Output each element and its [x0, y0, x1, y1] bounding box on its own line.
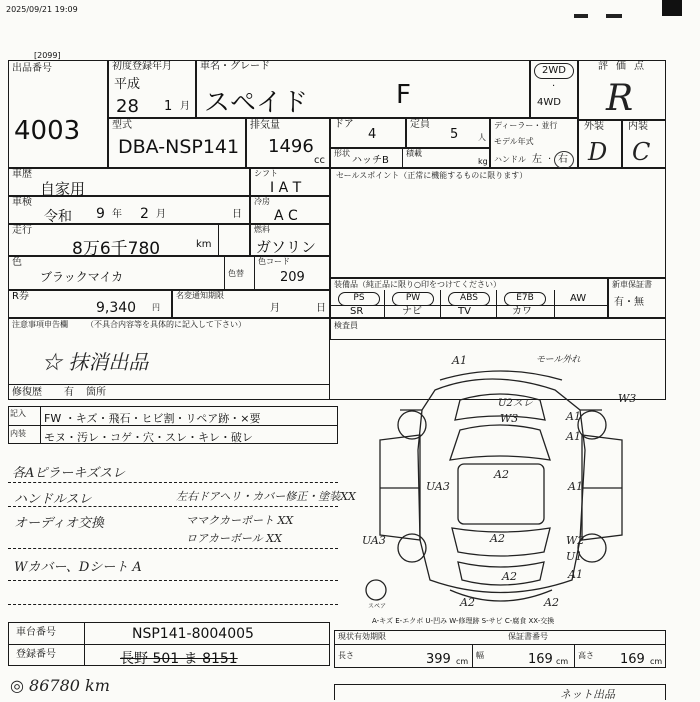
- inspection-month: 2: [140, 206, 149, 222]
- handle-dot: ·: [548, 154, 552, 165]
- recycle-label: R券: [12, 291, 29, 302]
- remark-right-2: ママクカーポート XX: [186, 514, 294, 527]
- doors-value: 4: [368, 127, 377, 142]
- dims-label-height: 高さ: [578, 651, 594, 660]
- warranty-label: 新車保証書: [612, 280, 652, 289]
- damage-row1-label: 記入: [10, 409, 26, 418]
- seats-label: 定員: [410, 119, 430, 130]
- damage-row2: モヌ・汚レ・コゲ・穴・スレ・キレ・破レ: [44, 431, 253, 444]
- notes-sublabel: （不具合内容等を具体的に記入して下さい）: [86, 320, 246, 329]
- model-grade: F: [396, 80, 411, 110]
- equipment-label: 装備品（純正品に限り○印をつけてください）: [334, 280, 501, 289]
- diag-label-w2: W2: [566, 534, 585, 547]
- diag-label-a2-br: A2: [544, 596, 559, 609]
- footer-handwritten-right: ネット出品: [560, 688, 615, 701]
- exterior-label: 外装: [584, 121, 604, 132]
- footer-box: [334, 684, 666, 700]
- diag-label-a1-r3: A1: [568, 480, 583, 493]
- weight-unit: kg: [478, 157, 488, 166]
- ink-mark: [606, 14, 622, 18]
- chassis-value: NSP141-8004005: [132, 626, 254, 642]
- diagram-legend: A-キズ E-エクボ U-凹み W-修理跡 S-サビ C-腐食 XX-交換: [372, 617, 555, 625]
- equip-ps: PS: [338, 292, 380, 306]
- weight-label: 積載: [406, 149, 422, 158]
- diag-label-a1-top: A1: [452, 354, 467, 367]
- diag-label-ua3-left: UA3: [426, 480, 450, 493]
- fuel-value: ガソリン: [256, 238, 317, 256]
- dims-length-unit: cm: [456, 657, 469, 666]
- color-value: ブラックマイカ: [40, 270, 124, 284]
- equip-aw: AW: [570, 293, 587, 304]
- registration-year: 28: [116, 96, 139, 117]
- dims-height: 169: [620, 652, 645, 667]
- name-change-label: 名変通知期限: [176, 291, 224, 300]
- diag-label-u1: U1: [566, 550, 583, 563]
- ink-mark: [574, 14, 588, 18]
- damage-row2-label: 内装: [10, 429, 26, 438]
- equip-tv: TV: [458, 306, 471, 317]
- rating-label: 評価点: [598, 61, 652, 72]
- diag-label-a1-r4: A1: [568, 568, 583, 581]
- sales-point-label: セールスポイント（正常に機能するものに限ります）: [336, 171, 528, 180]
- registration-month-unit: 月: [180, 101, 190, 112]
- remark-3: オーディオ交換: [14, 516, 104, 531]
- remark-4: Wカバー、Dシート A: [14, 560, 142, 575]
- diag-label-a2-roof: A2: [494, 468, 509, 481]
- shape-label: 形状: [334, 149, 350, 158]
- aircon-value: A C: [274, 208, 298, 224]
- color-code: 209: [280, 270, 305, 285]
- rating-value: R: [606, 78, 634, 119]
- damage-row1: FW ・キズ・飛石・ヒビ割・リペア跡・×要: [44, 412, 261, 425]
- footer-handwritten-mileage: ◎ 86780 km: [10, 676, 110, 695]
- equip-navi: ナビ: [402, 306, 422, 317]
- displacement-value: 1496: [268, 136, 314, 157]
- displacement-unit: cc: [314, 155, 325, 166]
- registration-month: 1: [164, 99, 173, 114]
- shape-value: ハッチB: [352, 155, 389, 166]
- diag-label-w3-center: W3: [500, 412, 519, 425]
- notes-label: 注意事項申告欄: [12, 320, 68, 329]
- inspector-label: 検査員: [334, 321, 358, 330]
- inspection-year-unit: 年: [112, 209, 122, 220]
- shift-label: シフト: [254, 169, 278, 178]
- use-label: 車歴: [12, 169, 32, 180]
- interior-label: 内装: [628, 121, 648, 132]
- remark-2: ハンドルスレ: [14, 492, 92, 507]
- registration-era: 平成: [114, 77, 141, 92]
- notes-handwritten: ☆ 抹消出品: [42, 350, 149, 374]
- type-value: DBA-NSP141: [118, 136, 240, 158]
- print-timestamp: 2025/09/21 19:09: [6, 5, 78, 14]
- equip-e7b: E7B: [504, 292, 546, 306]
- color-change-label: 色替: [228, 269, 244, 278]
- registration-label: 初度登録年月: [112, 61, 172, 72]
- recycle-unit: 円: [152, 303, 160, 312]
- chassis-label: 車台番号: [16, 627, 56, 638]
- plate-value: 長野 501 ま 8151: [120, 651, 238, 667]
- equip-sr: SR: [350, 306, 364, 317]
- recycle-box: [8, 290, 172, 318]
- recycle-value: 9,340: [96, 300, 137, 316]
- seats-value: 5: [450, 127, 459, 142]
- shift-value: I A T: [270, 180, 302, 196]
- lot-label: 出品番号: [12, 63, 52, 74]
- diag-label-u2: U2スレ: [498, 398, 533, 409]
- displacement-label: 排気量: [250, 120, 280, 131]
- drive-2wd-circled: 2WD: [534, 63, 574, 79]
- inspection-label: 車検: [12, 197, 32, 208]
- exterior-value: D: [588, 138, 608, 166]
- diag-label-w3-right: W3: [618, 392, 637, 405]
- handle-label: ハンドル: [494, 155, 526, 164]
- sheet-code: [2099]: [34, 51, 61, 60]
- model-year-label: モデル年式: [494, 137, 534, 146]
- mileage-value: 8万6千780: [72, 239, 161, 259]
- dims-width-unit: cm: [556, 657, 569, 666]
- remark-right-1: 左右ドアヘリ・カバー修正・塗装XX: [176, 490, 356, 503]
- car-damage-diagram: [340, 340, 666, 620]
- dealer-label: ディーラー・並行: [494, 121, 558, 130]
- dims-sublabel-1: 現状有効期限: [338, 632, 386, 641]
- spare-label: スペア: [368, 603, 387, 610]
- handle-right: 右: [558, 154, 568, 165]
- diag-label-a2-rear: A2: [490, 532, 505, 545]
- repair-detail: 箇所: [86, 387, 106, 398]
- type-label: 型式: [112, 120, 132, 131]
- dims-width: 169: [528, 652, 553, 667]
- remark-1: 各Aピラーキズスレ: [12, 466, 126, 481]
- diag-label-ua3-low: UA3: [362, 534, 386, 547]
- mileage-unit: km: [196, 239, 212, 250]
- sales-point-box: [330, 168, 666, 278]
- model-name: スペイド: [204, 88, 309, 118]
- dims-label-length: 長さ: [338, 651, 354, 660]
- equip-pw: PW: [392, 292, 434, 306]
- diag-label-a1-r1: A1: [566, 410, 581, 423]
- diag-label-a2-bl: A2: [460, 596, 475, 609]
- mileage-label: 走行: [12, 225, 32, 236]
- plate-label: 登録番号: [16, 649, 56, 660]
- dims-length: 399: [426, 652, 451, 667]
- seats-unit: 人: [478, 133, 486, 142]
- lot-box: [8, 60, 108, 168]
- dims-height-unit: cm: [650, 657, 663, 666]
- equip-abs: ABS: [448, 292, 490, 306]
- doors-label: ドア: [334, 119, 354, 130]
- repair-value: 有: [64, 387, 74, 398]
- repair-label: 修復歴: [12, 387, 42, 398]
- aircon-label: 冷房: [254, 197, 270, 206]
- lot-number: 4003: [14, 116, 81, 146]
- name-change-month: 月: [270, 303, 280, 314]
- inspection-era: 令和: [44, 209, 72, 225]
- inspection-month-unit: 月: [156, 209, 166, 220]
- fuel-label: 燃料: [254, 225, 270, 234]
- color-code-label: 色コード: [258, 257, 290, 266]
- diag-label-a2-trunk: A2: [502, 570, 517, 583]
- name-change-day: 日: [316, 303, 326, 314]
- handle-right-circle: [554, 151, 574, 169]
- inspection-day-unit: 日: [232, 209, 242, 220]
- color-label: 色: [12, 257, 22, 268]
- dims-sublabel-2: 保証書番号: [508, 632, 548, 641]
- handle-left: 左: [532, 154, 542, 165]
- inspection-year: 9: [96, 206, 105, 222]
- drive-dot: ·: [552, 81, 556, 92]
- inspector-box: [330, 318, 666, 340]
- equip-leather: カワ: [512, 306, 532, 317]
- diag-label-a1-r2: A1: [566, 430, 581, 443]
- diag-label-mall: モール外れ: [536, 355, 581, 365]
- remark-right-3: ロアカーボール XX: [186, 532, 282, 545]
- model-label: 車名・グレード: [200, 61, 270, 72]
- interior-value: C: [632, 138, 651, 166]
- dims-label-width: 幅: [476, 651, 484, 660]
- warranty-value: 有・無: [614, 297, 644, 308]
- drive-4wd: 4WD: [537, 97, 561, 108]
- corner-black-mark: [662, 0, 682, 16]
- use-value: 自家用: [40, 180, 86, 198]
